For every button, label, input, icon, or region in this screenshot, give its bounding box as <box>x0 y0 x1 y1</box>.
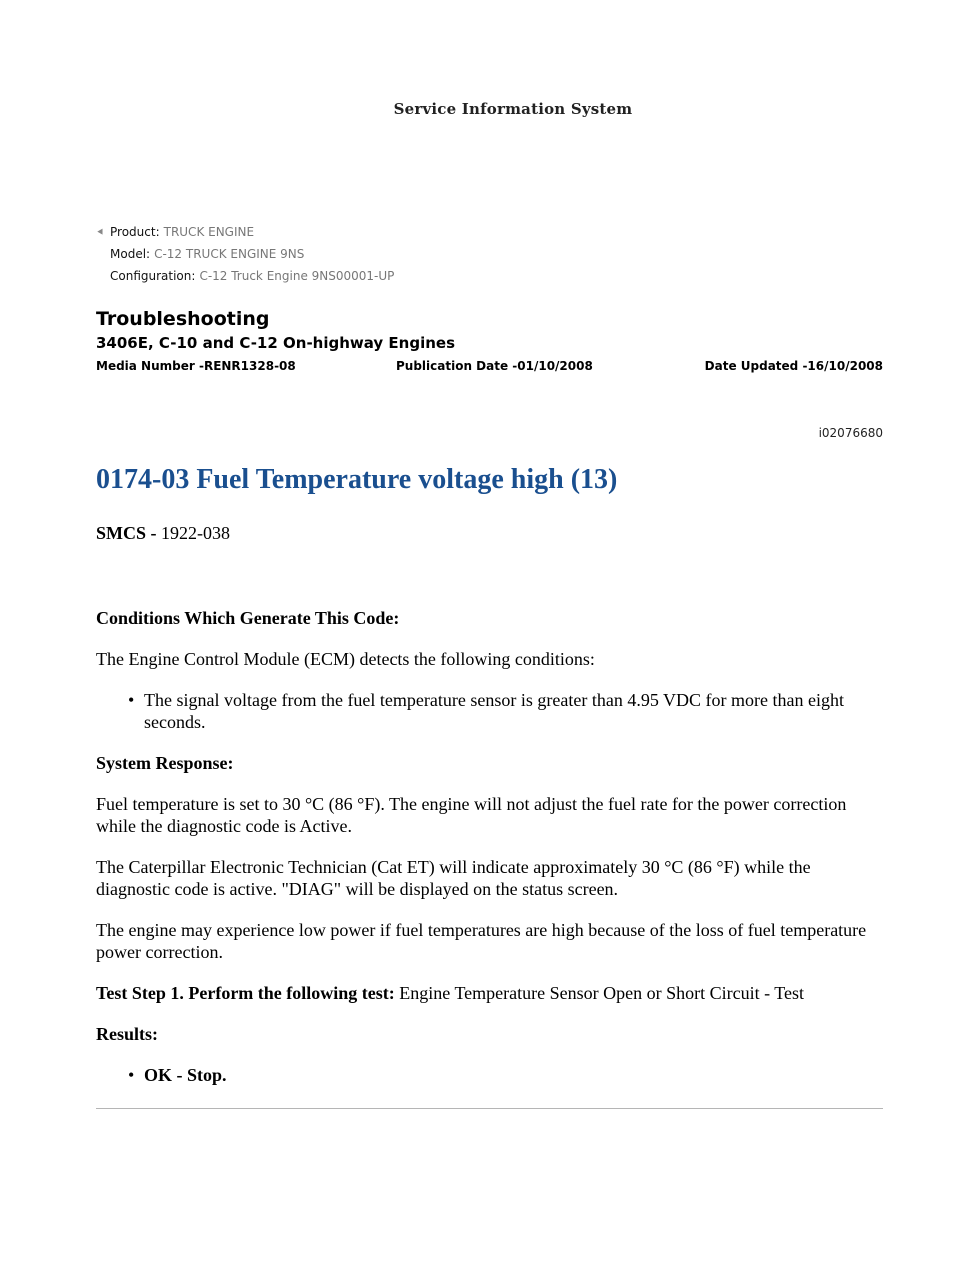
response-paragraph-3: The engine may experience low power if fuel temperatures are high because of the loss of fuel temperature power correction. <box>96 920 867 962</box>
bullet-icon: • <box>128 690 135 710</box>
smcs-label: SMCS - <box>96 523 157 543</box>
page-title: 0174-03 Fuel Temperature voltage high (13) <box>96 464 618 495</box>
response-paragraph-1: Fuel temperature is set to 30 °C (86 °F). The engine will not adjust the fuel rate for the power correction while the diagnostic code is Active. <box>96 794 847 836</box>
bullet-icon: • <box>128 1065 135 1085</box>
divider <box>96 1108 883 1109</box>
result-item-text: OK - Stop. <box>144 1065 227 1085</box>
product-value: TRUCK ENGINE <box>163 225 255 239</box>
document-body <box>96 522 876 1086</box>
model-label: Model: <box>110 247 151 261</box>
document-id: i02076680 <box>818 426 883 440</box>
conditions-heading: Conditions Which Generate This Code: <box>96 608 400 628</box>
date-updated: Date Updated -16/10/2008 <box>704 359 883 373</box>
smcs-value: 1922-038 <box>161 523 231 543</box>
configuration-row <box>96 268 394 290</box>
list-item <box>126 1064 876 1086</box>
test-step-link[interactable]: Engine Temperature Sensor Open or Short Circuit - Test <box>399 983 805 1003</box>
smcs-line <box>96 522 876 544</box>
product-info <box>96 224 394 290</box>
response-heading: System Response: <box>96 753 234 773</box>
engine-subtitle: 3406E, C-10 and C-12 On-highway Engines <box>96 334 456 352</box>
results-list <box>96 1064 876 1086</box>
configuration-value: C-12 Truck Engine 9NS00001-UP <box>199 269 395 283</box>
model-value: C-12 TRUCK ENGINE 9NS <box>154 247 305 261</box>
configuration-label: Configuration: <box>110 269 196 283</box>
results-heading: Results: <box>96 1024 158 1044</box>
publication-date: Publication Date -01/10/2008 <box>396 359 593 373</box>
response-paragraph-2: The Caterpillar Electronic Technician (Cat ET) will indicate approximately 30 °C (86 °F) while the diagnostic code is active. "DIAG" will be displayed on the status screen. <box>96 857 811 899</box>
list-item <box>126 689 876 733</box>
section-heading: Troubleshooting <box>96 308 270 330</box>
test-step-line <box>96 982 876 1004</box>
conditions-bullet-text: The signal voltage from the fuel temperature sensor is greater than 4.95 VDC for more than eight seconds. <box>144 690 844 732</box>
product-label: Product: <box>110 225 160 239</box>
conditions-list <box>96 689 876 733</box>
media-number: Media Number -RENR1328-08 <box>96 359 296 373</box>
product-row <box>96 224 394 246</box>
test-step-label: Test Step 1. Perform the following test: <box>96 983 395 1003</box>
model-row <box>96 246 394 268</box>
system-title: Service Information System <box>393 100 633 118</box>
conditions-intro: The Engine Control Module (ECM) detects the following conditions: <box>96 649 595 669</box>
back-arrow-icon[interactable]: ⯇ <box>96 226 105 239</box>
